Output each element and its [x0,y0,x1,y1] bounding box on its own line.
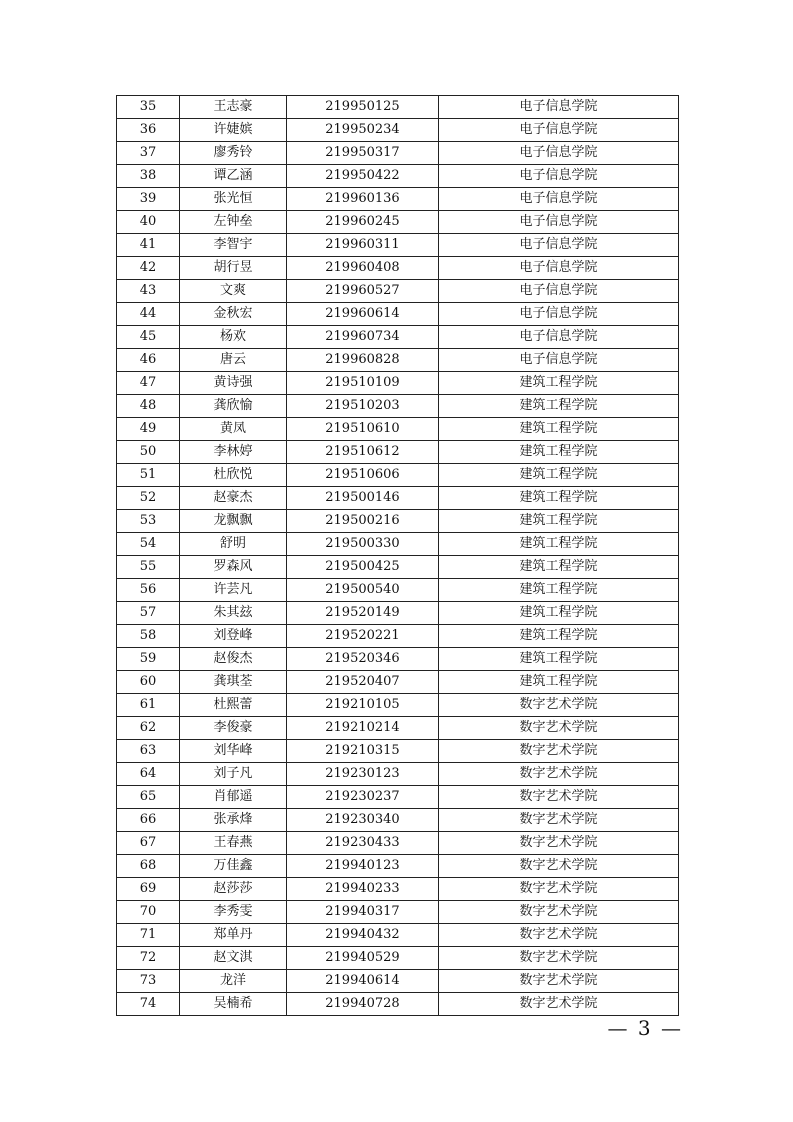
row-number-cell: 44 [117,303,180,326]
student-name-cell: 郑单丹 [180,924,287,947]
student-name-cell: 李林婷 [180,441,287,464]
student-id-cell: 219960311 [287,234,439,257]
college-cell: 数字艺术学院 [439,832,679,855]
student-name-cell: 龙飘飘 [180,510,287,533]
table-row [117,671,679,694]
student-id-cell: 219960245 [287,211,439,234]
college-cell: 电子信息学院 [439,119,679,142]
student-name-cell: 廖秀铃 [180,142,287,165]
student-id-cell: 219230237 [287,786,439,809]
student-id-cell: 219230433 [287,832,439,855]
student-id-cell: 219940728 [287,993,439,1016]
student-id-cell: 219940123 [287,855,439,878]
college-cell: 电子信息学院 [439,280,679,303]
table-row [117,326,679,349]
table-row [117,740,679,763]
college-cell: 建筑工程学院 [439,533,679,556]
student-name-cell: 赵豪杰 [180,487,287,510]
college-cell: 建筑工程学院 [439,464,679,487]
student-name-cell: 李秀雯 [180,901,287,924]
college-cell: 电子信息学院 [439,165,679,188]
college-cell: 建筑工程学院 [439,625,679,648]
student-id-cell: 219510203 [287,395,439,418]
college-cell: 数字艺术学院 [439,993,679,1016]
student-id-cell: 219940233 [287,878,439,901]
table-row [117,947,679,970]
table-row [117,257,679,280]
table-row [117,280,679,303]
row-number-cell: 68 [117,855,180,878]
student-name-cell: 吴楠希 [180,993,287,1016]
college-cell: 电子信息学院 [439,96,679,119]
student-name-cell: 赵文淇 [180,947,287,970]
student-name-cell: 龚欣愉 [180,395,287,418]
table-row [117,533,679,556]
student-name-cell: 舒明 [180,533,287,556]
college-cell: 电子信息学院 [439,211,679,234]
row-number-cell: 53 [117,510,180,533]
student-name-cell: 黄诗强 [180,372,287,395]
college-cell: 电子信息学院 [439,326,679,349]
college-cell: 建筑工程学院 [439,395,679,418]
student-id-cell: 219210214 [287,717,439,740]
student-name-cell: 王春燕 [180,832,287,855]
student-id-cell: 219520149 [287,602,439,625]
row-number-cell: 67 [117,832,180,855]
table-row [117,142,679,165]
table-row [117,418,679,441]
college-cell: 建筑工程学院 [439,487,679,510]
college-cell: 建筑工程学院 [439,510,679,533]
table-row [117,234,679,257]
student-id-cell: 219210105 [287,694,439,717]
row-number-cell: 66 [117,809,180,832]
student-id-cell: 219940432 [287,924,439,947]
row-number-cell: 61 [117,694,180,717]
student-name-cell: 李俊豪 [180,717,287,740]
student-name-cell: 刘子凡 [180,763,287,786]
table-row [117,809,679,832]
student-name-cell: 杨欢 [180,326,287,349]
table-row [117,901,679,924]
student-id-cell: 219960408 [287,257,439,280]
student-id-cell: 219960828 [287,349,439,372]
row-number-cell: 49 [117,418,180,441]
college-cell: 电子信息学院 [439,142,679,165]
row-number-cell: 70 [117,901,180,924]
student-id-cell: 219940614 [287,970,439,993]
student-name-cell: 李智宇 [180,234,287,257]
student-name-cell: 刘华峰 [180,740,287,763]
student-name-cell: 左钟垒 [180,211,287,234]
college-cell: 数字艺术学院 [439,970,679,993]
row-number-cell: 39 [117,188,180,211]
student-name-cell: 赵莎莎 [180,878,287,901]
row-number-cell: 57 [117,602,180,625]
student-name-cell: 龙洋 [180,970,287,993]
table-row [117,786,679,809]
student-id-cell: 219510109 [287,372,439,395]
student-name-cell: 朱其玆 [180,602,287,625]
student-name-cell: 文爽 [180,280,287,303]
college-cell: 数字艺术学院 [439,717,679,740]
college-cell: 建筑工程学院 [439,671,679,694]
student-name-cell: 张承烽 [180,809,287,832]
student-name-cell: 谭乙涵 [180,165,287,188]
row-number-cell: 69 [117,878,180,901]
student-id-cell: 219960136 [287,188,439,211]
student-name-cell: 张光恒 [180,188,287,211]
college-cell: 建筑工程学院 [439,556,679,579]
row-number-cell: 40 [117,211,180,234]
table-row [117,211,679,234]
student-name-cell: 赵俊杰 [180,648,287,671]
student-id-cell: 219520346 [287,648,439,671]
student-id-cell: 219520407 [287,671,439,694]
college-cell: 建筑工程学院 [439,648,679,671]
row-number-cell: 36 [117,119,180,142]
college-cell: 建筑工程学院 [439,441,679,464]
student-name-cell: 金秋宏 [180,303,287,326]
college-cell: 建筑工程学院 [439,418,679,441]
table-row [117,510,679,533]
table-row [117,648,679,671]
college-cell: 建筑工程学院 [439,602,679,625]
table-row [117,96,679,119]
row-number-cell: 52 [117,487,180,510]
table-row [117,188,679,211]
student-id-cell: 219950317 [287,142,439,165]
row-number-cell: 56 [117,579,180,602]
student-name-cell: 罗森风 [180,556,287,579]
table-row [117,694,679,717]
table-row [117,372,679,395]
student-id-cell: 219210315 [287,740,439,763]
student-name-cell: 许芸凡 [180,579,287,602]
table-row [117,717,679,740]
college-cell: 建筑工程学院 [439,579,679,602]
row-number-cell: 46 [117,349,180,372]
student-id-cell: 219230340 [287,809,439,832]
table-row [117,119,679,142]
row-number-cell: 37 [117,142,180,165]
college-cell: 数字艺术学院 [439,786,679,809]
student-id-cell: 219500330 [287,533,439,556]
table-row [117,993,679,1016]
row-number-cell: 47 [117,372,180,395]
student-roster-table [116,95,679,1016]
row-number-cell: 74 [117,993,180,1016]
row-number-cell: 64 [117,763,180,786]
table-row [117,763,679,786]
row-number-cell: 43 [117,280,180,303]
row-number-cell: 65 [117,786,180,809]
row-number-cell: 55 [117,556,180,579]
student-name-cell: 杜欣悦 [180,464,287,487]
student-name-cell: 刘登峰 [180,625,287,648]
student-id-cell: 219950234 [287,119,439,142]
table-row [117,441,679,464]
row-number-cell: 42 [117,257,180,280]
college-cell: 电子信息学院 [439,303,679,326]
college-cell: 电子信息学院 [439,234,679,257]
student-id-cell: 219510612 [287,441,439,464]
student-name-cell: 王志豪 [180,96,287,119]
college-cell: 电子信息学院 [439,349,679,372]
student-id-cell: 219940317 [287,901,439,924]
table-row [117,303,679,326]
row-number-cell: 63 [117,740,180,763]
table-row [117,625,679,648]
student-id-cell: 219500216 [287,510,439,533]
table-row [117,878,679,901]
table-row [117,924,679,947]
table-row [117,579,679,602]
row-number-cell: 51 [117,464,180,487]
student-id-cell: 219950422 [287,165,439,188]
table-row [117,556,679,579]
student-id-cell: 219960614 [287,303,439,326]
college-cell: 建筑工程学院 [439,372,679,395]
college-cell: 数字艺术学院 [439,924,679,947]
row-number-cell: 59 [117,648,180,671]
student-name-cell: 龚琪荃 [180,671,287,694]
row-number-cell: 41 [117,234,180,257]
row-number-cell: 73 [117,970,180,993]
college-cell: 数字艺术学院 [439,878,679,901]
row-number-cell: 45 [117,326,180,349]
student-id-cell: 219230123 [287,763,439,786]
student-name-cell: 杜熙蕾 [180,694,287,717]
student-id-cell: 219950125 [287,96,439,119]
row-number-cell: 38 [117,165,180,188]
table-row [117,487,679,510]
student-name-cell: 唐云 [180,349,287,372]
college-cell: 数字艺术学院 [439,855,679,878]
table-row [117,464,679,487]
table-row [117,855,679,878]
college-cell: 数字艺术学院 [439,740,679,763]
row-number-cell: 71 [117,924,180,947]
student-id-cell: 219940529 [287,947,439,970]
college-cell: 电子信息学院 [439,257,679,280]
page-number: — 3 — [607,1016,683,1040]
row-number-cell: 72 [117,947,180,970]
row-number-cell: 35 [117,96,180,119]
student-id-cell: 219500146 [287,487,439,510]
row-number-cell: 54 [117,533,180,556]
roster-table-body [117,96,679,1016]
student-id-cell: 219960527 [287,280,439,303]
table-row [117,602,679,625]
college-cell: 电子信息学院 [439,188,679,211]
student-id-cell: 219510610 [287,418,439,441]
table-row [117,165,679,188]
student-id-cell: 219510606 [287,464,439,487]
college-cell: 数字艺术学院 [439,947,679,970]
row-number-cell: 58 [117,625,180,648]
table-row [117,395,679,418]
college-cell: 数字艺术学院 [439,901,679,924]
row-number-cell: 50 [117,441,180,464]
student-id-cell: 219960734 [287,326,439,349]
table-row [117,349,679,372]
student-id-cell: 219500425 [287,556,439,579]
student-name-cell: 黄凤 [180,418,287,441]
student-name-cell: 肖郁遥 [180,786,287,809]
college-cell: 数字艺术学院 [439,809,679,832]
student-name-cell: 胡行昱 [180,257,287,280]
student-name-cell: 许婕嫔 [180,119,287,142]
row-number-cell: 60 [117,671,180,694]
student-id-cell: 219520221 [287,625,439,648]
row-number-cell: 62 [117,717,180,740]
student-name-cell: 万佳鑫 [180,855,287,878]
table-row [117,970,679,993]
college-cell: 数字艺术学院 [439,763,679,786]
college-cell: 数字艺术学院 [439,694,679,717]
table-row [117,832,679,855]
student-id-cell: 219500540 [287,579,439,602]
row-number-cell: 48 [117,395,180,418]
